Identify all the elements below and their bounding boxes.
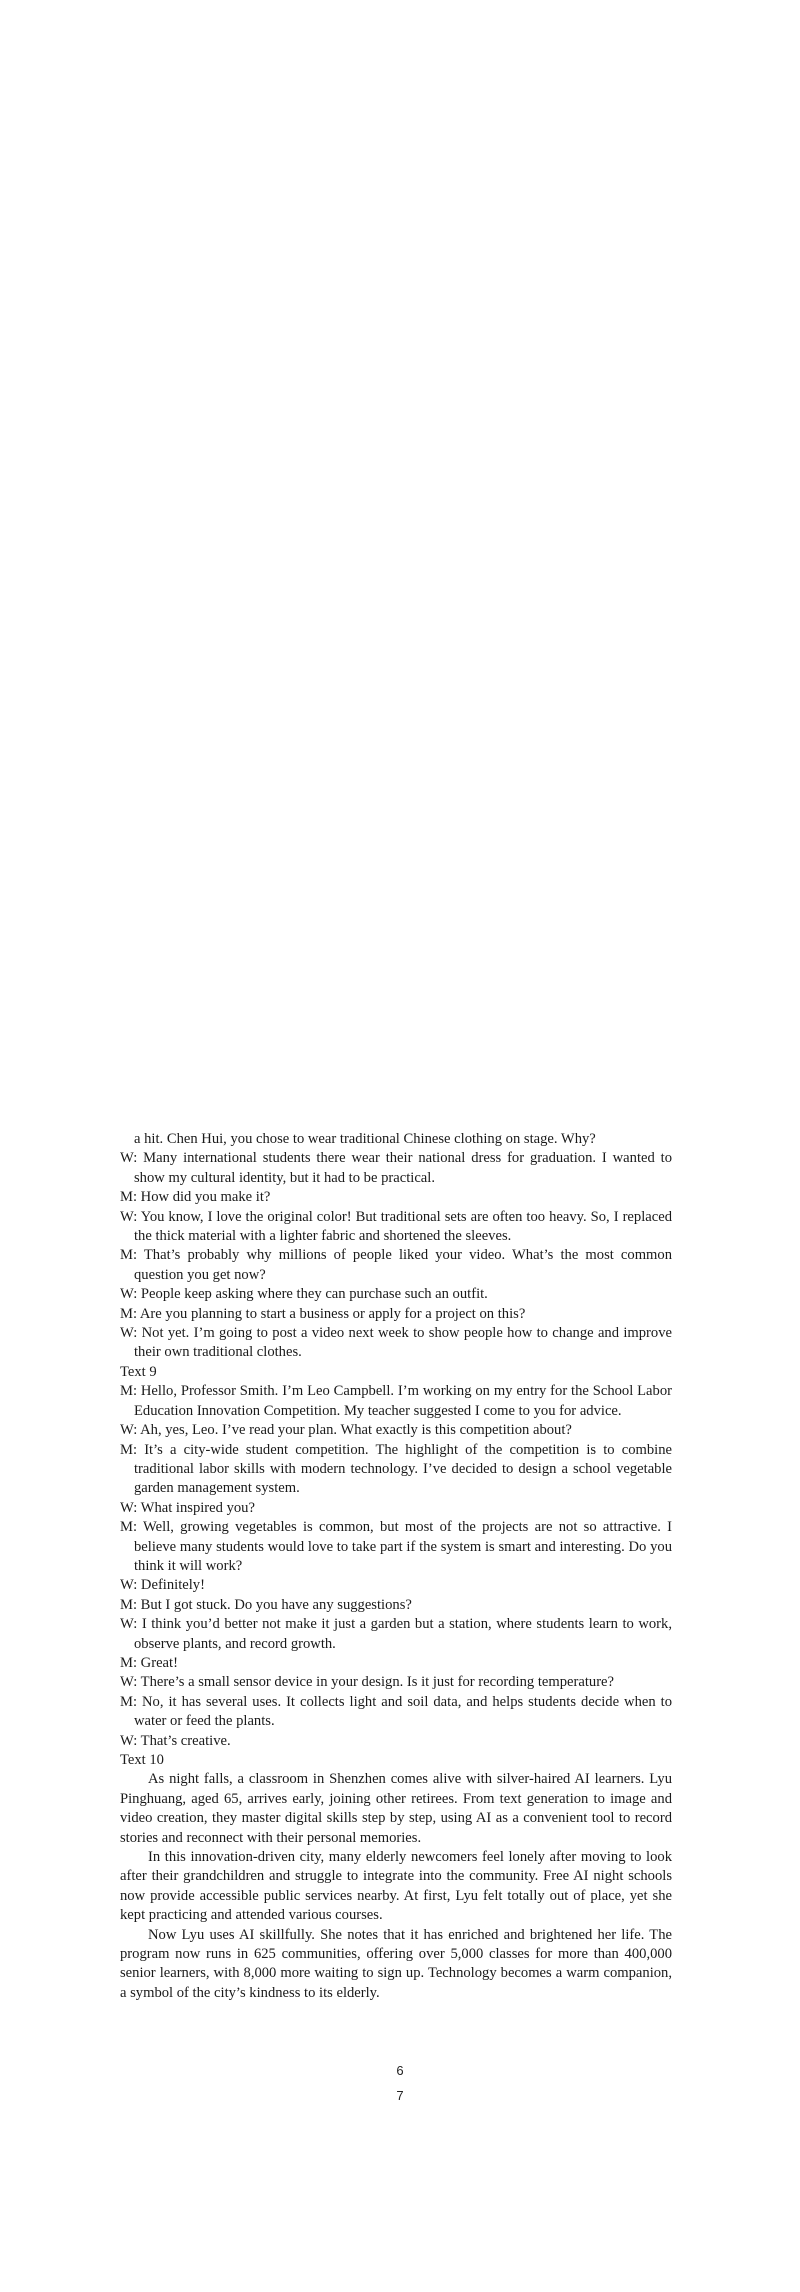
dialogue-line: M: How did you make it?	[120, 1189, 271, 1206]
text-10-passage	[120, 1770, 672, 2003]
dialogue-line: W: Definitely!	[120, 1577, 205, 1594]
text-9-heading: Text 9	[120, 1363, 157, 1380]
dialogue-line: W: That’s creative.	[120, 1732, 231, 1749]
dialogue-line: W: People keep asking where they can purchase such an outfit.	[120, 1286, 488, 1303]
text-8-dialogue	[120, 1149, 672, 1362]
dialogue-line: W: I think you’d better not make it just a garden but a station, where students learn to work, observe plants, and record growth.	[120, 1616, 672, 1652]
dialogue-line: W: Not yet. I’m going to post a video next week to show people how to change and improve their own traditional clothes.	[120, 1325, 672, 1361]
dialogue-line: W: There’s a small sensor device in your design. Is it just for recording temperature?	[120, 1674, 615, 1691]
passage-paragraph: In this innovation-driven city, many elderly newcomers feel lonely after moving to look after their grandchildren and struggle to integrate into the community. Free AI night schools now provide accessible public services nearby. At first, Lyu felt totally out of place, yet she kept practicing and attended various courses.	[120, 1849, 672, 1924]
dialogue-line: M: Are you planning to start a business or apply for a project on this?	[120, 1305, 526, 1322]
dialogue-line: W: You know, I love the original color! But traditional sets are often too heavy. So, I replaced the thick material with a lighter fabric and shortened the sleeves.	[120, 1208, 672, 1245]
page-number: 7	[396, 2088, 404, 2103]
dialogue-line: M: No, it has several uses. It collects light and soil data, and helps students decide when to water or feed the plants.	[120, 1693, 672, 1730]
page-content	[120, 1130, 672, 2003]
dialogue-line: M: That’s probably why millions of people liked your video. What’s the most common question you get now?	[120, 1247, 672, 1283]
dialogue-line: W: Many international students there wear their national dress for graduation. I wanted to show my cultural identity, but it had to be practical.	[120, 1150, 672, 1186]
page-number: 6	[396, 2063, 404, 2078]
dialogue-line: M: But I got stuck. Do you have any suggestions?	[120, 1596, 412, 1613]
continuation-line: a hit. Chen Hui, you chose to wear traditional Chinese clothing on stage. Why?	[134, 1131, 596, 1147]
dialogue-line: M: Hello, Professor Smith. I’m Leo Campbell. I’m working on my entry for the School Labor Education Innovation Competition. My teacher suggested I come to you for advice.	[120, 1383, 672, 1419]
text-9-dialogue	[120, 1382, 672, 1751]
passage-paragraph: As night falls, a classroom in Shenzhen comes alive with silver-haired AI learners. Lyu Pinghuang, aged 65, arrives early, joining other retirees. From text generation to image and video creation, they master digital skills step by step, using AI as a convenient tool to record stories and reconnect with their personal memories.	[120, 1771, 672, 1846]
dialogue-line: W: Ah, yes, Leo. I’ve read your plan. What exactly is this competition about?	[120, 1422, 572, 1439]
text-10-heading: Text 10	[120, 1752, 164, 1768]
dialogue-line: M: Great!	[120, 1654, 178, 1671]
passage-paragraph: Now Lyu uses AI skillfully. She notes that it has enriched and brightened her life. The program now runs in 625 communities, offering over 5,000 classes for more than 400,000 senior learners, with 8,000 more waiting to sign up. Technology becomes a warm companion, a symbol of the city’s kindness to its elderly.	[120, 1926, 672, 2001]
dialogue-line: M: It’s a city-wide student competition. The highlight of the competition is to combine traditional labor skills with modern technology. I’ve decided to design a school vegetable garden management system.	[120, 1441, 672, 1497]
dialogue-line: W: What inspired you?	[120, 1499, 255, 1516]
dialogue-line: M: Well, growing vegetables is common, but most of the projects are not so attractive. I believe many students would love to take part if the system is smart and interesting. Do you think it will work?	[120, 1519, 672, 1574]
